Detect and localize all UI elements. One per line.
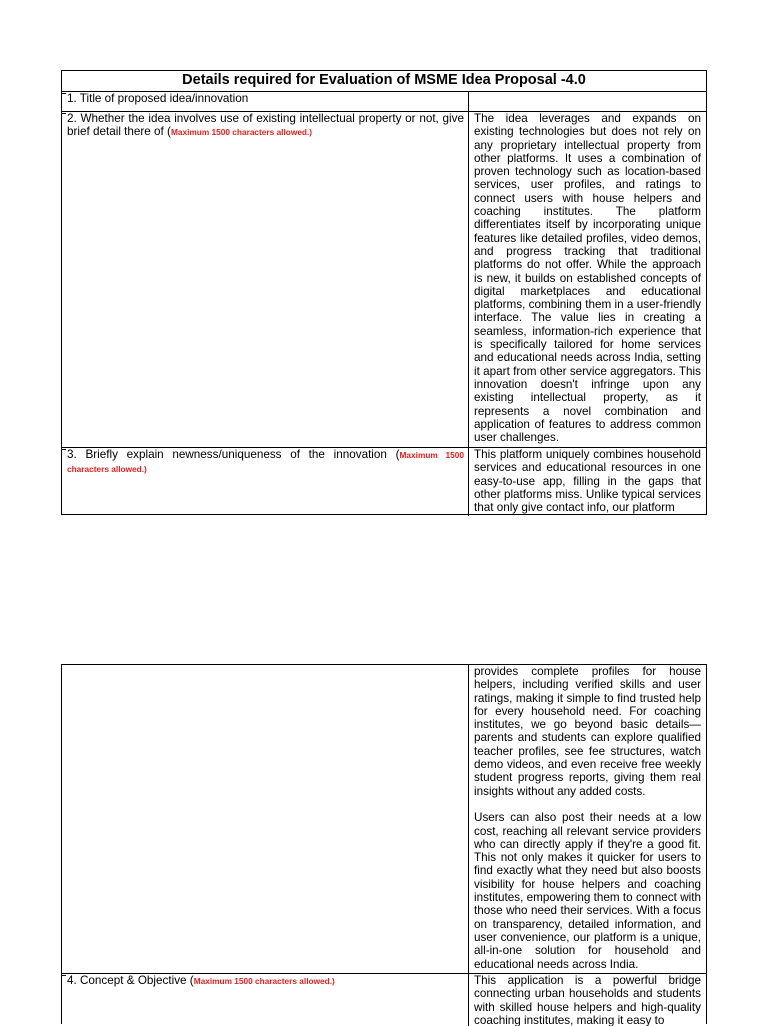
paragraph-gap (474, 798, 701, 811)
table-row (62, 112, 706, 448)
row-label-concept: 4. Concept & Objective (Maximum 1500 characters allowed.) (62, 974, 469, 1026)
table-row (62, 974, 706, 1026)
row-answer-ip: The idea leverages and expands on existing technologies but does not rely on any proprietary intellectual property from other platforms. It uses a combination of proven technology such as location-based services, user profiles, and ratings to connect users with house helpers and coaching institutes. The platform differentiates itself by incorporating unique features like detailed profiles, video demos, and progress tracking that traditional platforms do not offer. While the approach is new, it builds on established concepts of digital marketplaces and educational platforms, combining them in a user-friendly interface. The value lies in creating a seamless, information-rich experience that is specifically tailored for home services and educational needs across India, setting it apart from other service aggregators. This innovation doesn't infringe upon any existing intellectual property, as it represents a novel combination and application of features to address common user challenges. (474, 112, 701, 445)
cell-marker (62, 975, 66, 976)
cell-marker (62, 113, 66, 114)
row-label-continued (62, 665, 469, 973)
proposal-table-page1 (61, 70, 707, 515)
answer-paragraph: provides complete profiles for house helpers, including verified skills and user ratings, making it simple to find trusted help for every household need. For coaching institutes, we go beyond basic details—parents and students can explore qualified teacher profiles, see fee structures, watch demo videos, and even receive free weekly student progress reports, giving them real insights without any added costs. (474, 665, 701, 798)
proposal-table-page2 (61, 664, 707, 1024)
table-row (62, 92, 706, 112)
row-answer-title (469, 92, 706, 111)
row-answer-concept: This application is a powerful bridge connecting urban households and students with skilled house helpers and high-quality coaching institutes, making it easy to (474, 974, 701, 1026)
answer-paragraph: Users can also post their needs at a low cost, reaching all relevant service providers who can directly apply if they're a good fit. This not only makes it quicker for users to find exactly what they need but also boosts visibility for house helpers and coaching institutes, empowering them to connect with those who need their services. With a focus on transparency, detailed information, and user convenience, our platform is a unique, all-in-one solution for household and educational needs across India. (474, 811, 701, 971)
row-label-newness: 3. Briefly explain newness/uniqueness of the innovation (Maximum 1500 characters allowed.) (62, 448, 469, 516)
row-answer-newness: This platform uniquely combines household services and educational resources in one easy-to-use app, filling in the gaps that other platforms miss. Unlike typical services that only give contact info, our platform (474, 448, 701, 515)
max-chars-note: Maximum 1500 characters allowed.) (67, 450, 465, 475)
cell-marker (62, 449, 66, 450)
cell-marker (62, 93, 66, 94)
table-title: Details required for Evaluation of MSME Idea Proposal -4.0 (62, 71, 706, 92)
row-answer-continued (469, 665, 706, 973)
row-label-title: 1. Title of proposed idea/innovation (62, 92, 469, 111)
row-label-ip: 2. Whether the idea involves use of existing intellectual property or not, give brief detail there of (Maximum 1500 characters allowed.) (62, 112, 469, 447)
max-chars-note: Maximum 1500 characters allowed.) (193, 976, 335, 986)
table-row (62, 448, 706, 516)
max-chars-note: Maximum 1500 characters allowed.) (170, 127, 313, 138)
table-row (62, 665, 706, 974)
